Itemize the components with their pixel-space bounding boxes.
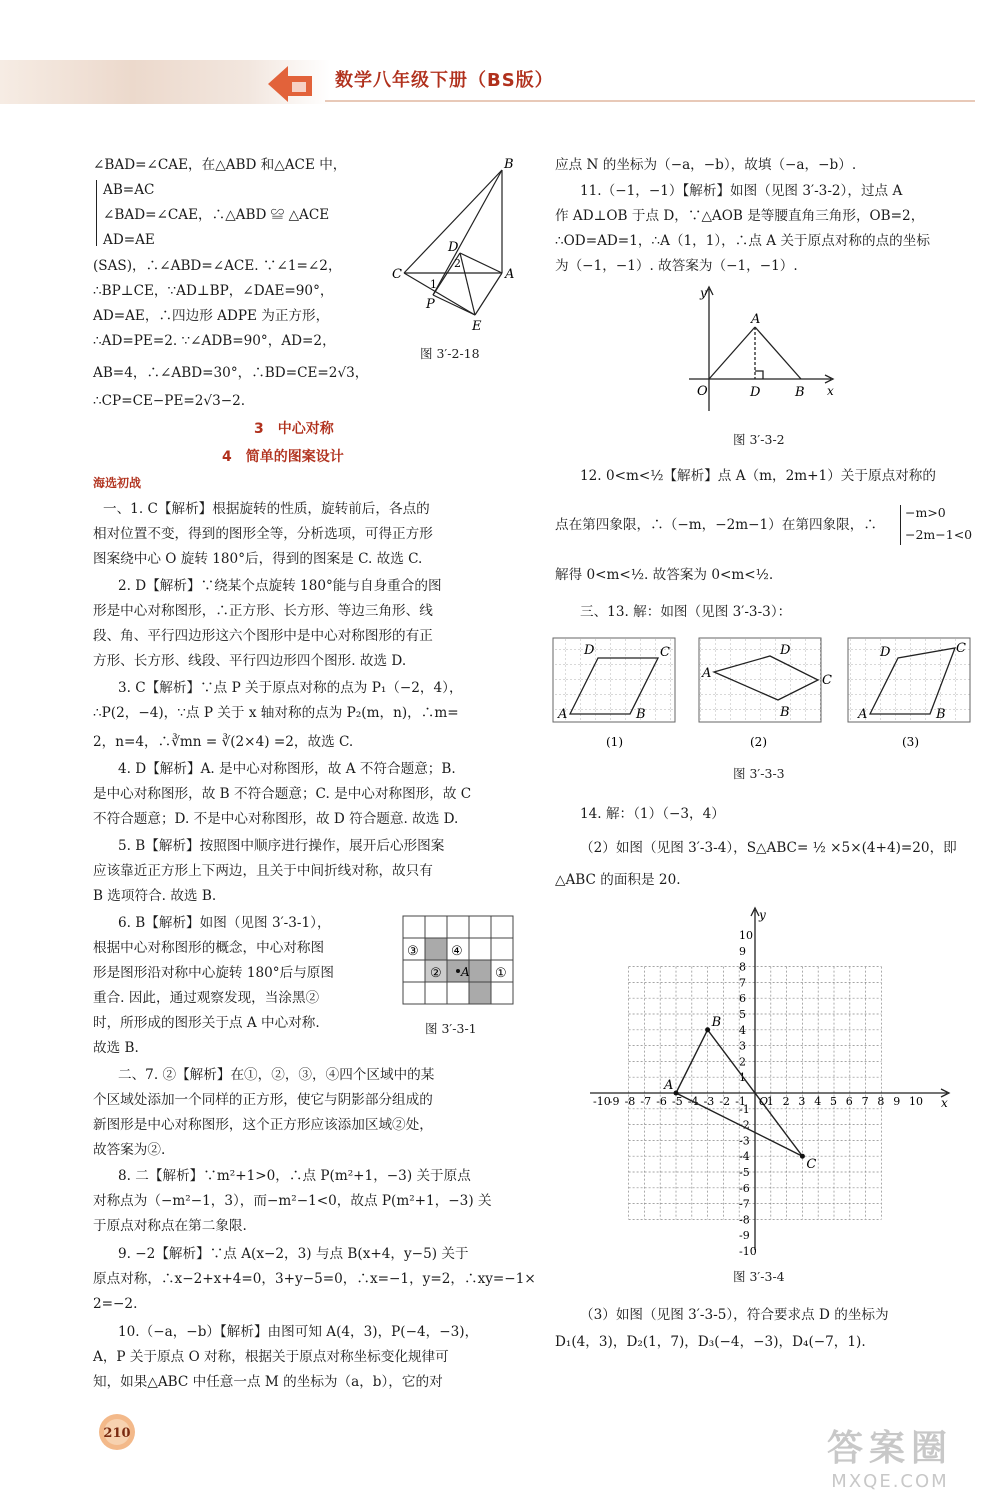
- page-number-badge: [95, 1412, 139, 1452]
- text-line: AB=AC: [103, 182, 155, 198]
- region-4: ④: [451, 944, 463, 959]
- text-line: 14. 解：（1）（−3，4）: [580, 806, 725, 822]
- label-2: 2: [454, 257, 461, 270]
- text-line: 段、角、平行四边形这六个图形中是中心对称图形的有正: [93, 628, 433, 644]
- label-a: A: [505, 267, 515, 282]
- label-a: A: [702, 666, 712, 681]
- text-line: 4. D【解析】A. 是中心对称图形，故 A 不符合题意；B.: [118, 761, 456, 777]
- y-tick-label: -1: [739, 1102, 750, 1116]
- x-tick-label: -1: [735, 1095, 746, 1108]
- label-c: C: [660, 645, 670, 660]
- figure-3-3-1: [402, 915, 516, 1011]
- text-line: 一、1. C【解析】根据旋转的性质，旋转前后，各点的: [103, 501, 430, 517]
- y-tick-label: -6: [739, 1181, 750, 1195]
- x-tick-label: 10: [909, 1095, 923, 1108]
- text-line: 9. −2【解析】∵点 A(x−2，3) 与点 B(x+4，y−5) 关于: [118, 1246, 469, 1262]
- y-tick-label: -5: [739, 1166, 750, 1179]
- text-line: 三、13. 解：如图（见图 3′-3-3）：: [580, 604, 792, 620]
- text-line: 二、7. ②【解析】在①，②，③，④四个区域中的某: [118, 1067, 435, 1083]
- text-line: −m>0: [905, 505, 946, 520]
- figure-caption: 图 3′-3-4: [733, 1269, 785, 1284]
- text-line: 知，如果△ABC 中任意一点 M 的坐标为（a，b），它的对: [93, 1374, 443, 1390]
- x-tick-label: 7: [861, 1095, 869, 1108]
- y-tick-label: 7: [739, 976, 746, 990]
- text-line: 3. C【解析】∵点 P 关于原点对称的点为 P₁（−2，4），: [118, 680, 463, 696]
- figure-3-3-4: [585, 905, 955, 1255]
- figure-3-2-18: [390, 155, 520, 340]
- axis-x: x: [941, 1096, 948, 1110]
- text-line: 故答案为②.: [93, 1142, 166, 1158]
- sub-caption: (3): [902, 735, 919, 749]
- x-tick-label: 8: [877, 1095, 885, 1108]
- text-line: 不符合题意；D. 不是中心对称图形，故 D 符合题意. 故选 D.: [93, 811, 459, 827]
- text-line: 5. B【解析】按照图中顺序进行操作，展开后心形图案: [118, 838, 445, 854]
- sub-caption: (2): [750, 735, 767, 749]
- page-number: 210: [103, 1426, 131, 1441]
- tag-label: 海选初战: [93, 476, 142, 490]
- text-line: 作 AD⊥OB 于点 D，∵△AOB 是等腰直角三角形，OB=2，: [555, 208, 925, 224]
- text-line: △ABC 的面积是 20.: [555, 872, 681, 888]
- y-tick-label: -2: [739, 1118, 750, 1132]
- x-tick-label: 1: [766, 1095, 774, 1108]
- text-line: ∴CP=CE−PE=2√3−2.: [93, 393, 246, 409]
- text-line: 解得 0<m<½. 故答案为 0<m<½.: [555, 567, 774, 583]
- brace: [900, 505, 903, 545]
- point-b: [705, 1027, 710, 1032]
- y-tick-label: 8: [739, 960, 746, 974]
- x-tick-label: -6: [656, 1095, 667, 1108]
- text-line: 对称点为（−m²−1，3），而−m²−1<0，故点 P(m²+1，−3) 关: [93, 1193, 492, 1209]
- text-line: 方形、长方形、线段、平行四边形四个图形. 故选 D.: [93, 653, 407, 669]
- x-tick-label: 6: [845, 1095, 853, 1108]
- x-tick-label: 4: [814, 1095, 822, 1108]
- text-line: 2=−2.: [93, 1296, 138, 1312]
- text-line: D₁(4，3)，D₂(1，7)，D₃(−4，−3)，D₄(−7，1).: [555, 1334, 866, 1350]
- text-line: 6. B【解析】如图（见图 3′-3-1），: [118, 915, 331, 931]
- region-3: ③: [407, 944, 419, 959]
- text-line: 个区域处添加一个同样的正方形，使它与阴影部分组成的: [93, 1092, 433, 1108]
- text-line: ∴BP⊥CE，∵AD⊥BP，∠DAE=90°，: [93, 283, 334, 299]
- point-a: [674, 1091, 679, 1096]
- text-line: 重合. 因此，通过观察发现，当涂黑②: [93, 990, 320, 1006]
- x-tick-label: 3: [798, 1095, 806, 1108]
- section-title: 4 简单的图案设计: [222, 449, 344, 465]
- text-line: 2，n=4，∴∛mn = ∛(2×4) =2，故选 C.: [93, 734, 354, 750]
- axis-x: x: [827, 384, 834, 398]
- text-line: AD=AE，∴四边形 ADPE 为正方形，: [93, 308, 330, 324]
- label-b: B: [504, 157, 514, 172]
- label-c: C: [392, 267, 402, 282]
- x-tick-label: -8: [624, 1095, 636, 1108]
- x-tick-label: 9: [893, 1095, 901, 1108]
- text-line: （3）如图（见图 3′-3-5），符合要求点 D 的坐标为: [580, 1307, 889, 1323]
- x-tick-label: -9: [608, 1095, 620, 1108]
- label-o: O: [697, 384, 708, 399]
- origin: O: [759, 1095, 769, 1108]
- label-d: D: [750, 385, 761, 400]
- x-tick-label: 2: [782, 1095, 790, 1108]
- label-e: E: [472, 319, 482, 334]
- text-line: ∠BAD=∠CAE，∴△ABD ≌ △ACE: [103, 207, 330, 223]
- arrow-icon: [262, 62, 318, 106]
- label-b: B: [795, 385, 805, 400]
- text-line: 于原点对称点在第二象限.: [93, 1218, 247, 1234]
- section-title: 3 中心对称: [254, 421, 334, 437]
- text-line: ∴OD=AD=1，∴A（1，1），∴点 A 关于原点对称的点的坐标: [555, 233, 930, 249]
- y-tick-label: 5: [739, 1008, 746, 1021]
- y-tick-label: 3: [739, 1039, 746, 1053]
- y-tick-label: -4: [739, 1150, 750, 1164]
- point-c: [800, 1154, 805, 1159]
- label-a: A: [558, 707, 568, 722]
- sub-caption: (1): [606, 735, 623, 749]
- text-line: 点在第四象限，∴（−m，−2m−1）在第四象限，∴: [555, 517, 877, 533]
- label-b: B: [636, 707, 646, 722]
- x-tick-label: -5: [672, 1095, 683, 1108]
- y-tick-label: -10: [739, 1245, 757, 1255]
- x-tick-label: 5: [830, 1095, 837, 1108]
- text-line: （2）如图（见图 3′-3-4），S△ABC= ½ ×5×(4+4)=20，即: [580, 840, 957, 856]
- y-tick-label: 1: [739, 1071, 746, 1085]
- figure-3-3-2: [685, 283, 840, 418]
- x-tick-label: -4: [687, 1095, 699, 1108]
- text-line: 10.（−a，−b）【解析】由图可知 A(4，3)，P(−4，−3)，: [118, 1324, 479, 1340]
- text-line: 应该靠近正方形上下两边，且关于中间折线对称，故只有: [93, 863, 433, 879]
- text-line: 为（−1，−1）. 故答案为（−1，−1）.: [555, 258, 798, 274]
- y-tick-label: -7: [739, 1197, 750, 1211]
- text-line: 形是图形沿对称中心旋转 180°后与原图: [93, 965, 334, 981]
- y-tick-label: -8: [739, 1213, 750, 1227]
- label-p: P: [426, 297, 435, 312]
- text-line: 相对位置不变，得到的图形全等，分析选项，可得正方形: [93, 526, 433, 542]
- figure-caption: 图 3′-3-1: [425, 1021, 477, 1036]
- text-line: AB=4，∴∠ABD=30°，∴BD=CE=2√3，: [93, 365, 369, 381]
- header-title: 数学八年级下册（BS版）: [335, 70, 554, 91]
- text-line: ∴AD=PE=2. ∵∠ADB=90°，AD=2，: [93, 333, 336, 349]
- region-1: ①: [495, 966, 507, 981]
- label-1: 1: [430, 278, 437, 291]
- text-line: 是中心对称图形，故 B 不符合题意；C. 是中心对称图形，故 C: [93, 786, 472, 802]
- x-tick-label: -3: [703, 1095, 715, 1108]
- header-divider: [325, 100, 975, 102]
- y-tick-label: 6: [739, 992, 746, 1006]
- text-line: AD=AE: [103, 232, 155, 248]
- text-line: (SAS)，∴∠ABD=∠ACE. ∵∠1=∠2，: [93, 258, 342, 274]
- figure-3-3-3: [550, 634, 975, 754]
- text-line: 新图形是中心对称图形，这个正方形应该添加区域②处，: [93, 1117, 433, 1133]
- text-line: A，P 关于原点 O 对称，根据关于原点对称坐标变化规律可: [93, 1349, 449, 1365]
- text-line: 2. D【解析】∵绕某个点旋转 180°能与自身重合的图: [118, 578, 442, 594]
- text-line: 12. 0<m<½【解析】点 A（m，2m+1）关于原点对称的: [580, 468, 936, 484]
- axis-y: y: [759, 908, 766, 922]
- brace: [96, 180, 99, 246]
- x-tick-label: -7: [640, 1095, 652, 1108]
- label-d: D: [448, 240, 459, 255]
- label-a: A: [858, 707, 868, 722]
- point-a: A: [461, 965, 470, 979]
- figure-caption: 图 3′-3-2: [733, 432, 785, 447]
- y-tick-label: 9: [739, 944, 746, 958]
- label-c: C: [822, 673, 832, 688]
- text-line: −2m−1<0: [905, 527, 973, 542]
- text-line: 原点对称，∴x−2+x+4=0，3+y−5=0，∴x=−1，y=2，∴xy=−1×: [93, 1271, 536, 1287]
- text-line: ∠BAD=∠CAE，在△ABD 和△ACE 中，: [93, 157, 347, 173]
- watermark-url: MXQE.COM: [831, 1471, 949, 1492]
- label-b: B: [936, 707, 946, 722]
- y-tick-label: 2: [739, 1055, 746, 1069]
- text-line: 故选 B.: [93, 1040, 139, 1056]
- label-a: A: [751, 312, 761, 327]
- x-tick-label: -10: [593, 1095, 611, 1108]
- text-line: 时，所形成的图形关于点 A 中心对称.: [93, 1015, 320, 1031]
- text-line: B 选项符合. 故选 B.: [93, 888, 217, 904]
- y-tick-label: -9: [739, 1229, 750, 1243]
- watermark: [790, 1420, 990, 1490]
- label-b: B: [780, 705, 790, 720]
- text-line: 8. 二【解析】∵m²+1>0，∴点 P(m²+1，−3) 关于原点: [118, 1168, 471, 1184]
- figure-caption: 图 3′-2-18: [420, 346, 480, 361]
- label-c: C: [956, 641, 966, 656]
- label-d: D: [584, 643, 595, 658]
- point-label: B: [711, 1014, 722, 1030]
- y-tick-label: 10: [739, 929, 753, 942]
- text-line: 11.（−1，−1）【解析】如图（见图 3′-3-2），过点 A: [580, 183, 903, 199]
- text-line: 根据中心对称图形的概念，中心对称图: [93, 940, 325, 956]
- region-2: ②: [430, 966, 442, 981]
- watermark-text: 答案圈: [826, 1428, 953, 1469]
- text-line: 形是中心对称图形，∴正方形、长方形、等边三角形、线: [93, 603, 433, 619]
- y-tick-label: 4: [739, 1023, 746, 1037]
- axis-y: y: [700, 286, 707, 300]
- text-line: ∴P(2，−4)，∵点 P 关于 x 轴对称的点为 P₂(m，n)，∴m=: [93, 705, 459, 721]
- point-label: C: [806, 1157, 817, 1173]
- figure-caption: 图 3′-3-3: [733, 766, 785, 781]
- x-tick-label: -2: [719, 1095, 731, 1108]
- label-d: D: [880, 645, 891, 660]
- y-tick-label: -3: [739, 1134, 750, 1148]
- text-line: 应点 N 的坐标为（−a，−b），故填（−a，−b）.: [555, 157, 857, 173]
- point-label: A: [664, 1078, 674, 1093]
- text-line: 图案绕中心 O 旋转 180°后，得到的图案是 C. 故选 C.: [93, 551, 423, 567]
- label-d: D: [780, 643, 791, 658]
